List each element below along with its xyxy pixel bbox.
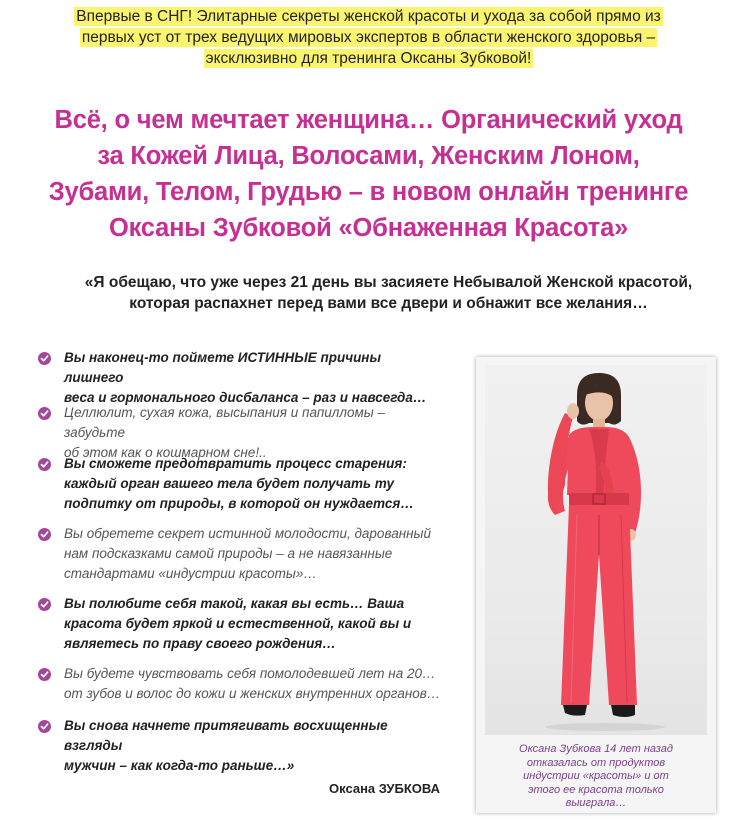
check-circle-icon (38, 598, 51, 611)
headline-line-4: Оксаны Зубковой «Обнаженная Красота» (108, 214, 629, 242)
headline-line-2: за Кожей Лица, Волосами, Женским Лоном, (97, 142, 640, 170)
check-circle-icon (38, 720, 51, 733)
photo-caption: Оксана Зубкова 14 лет назад отказалась от продуктов индустрии «красоты» и от этого ее красота только выиграла… (519, 743, 673, 809)
check-circle-icon (38, 407, 51, 420)
banner-line-2: первых уст от трех ведущих мировых экспертов в области женского здоровья – (81, 29, 656, 46)
check-circle-icon (38, 668, 51, 681)
benefit-item: Вы полюбите себя такой, какая вы есть… Ваша красота будет яркой и естественной, какой вы и являетесь по праву своего рождения… (38, 594, 443, 654)
benefit-item: Вы обретете секрет истинной молодости, дарованный нам подсказками самой природы – а не навязанные стандартами «индустрии красоты»… (38, 524, 443, 584)
author-signature: Оксана ЗУБКОВА (329, 781, 441, 796)
benefit-item: Вы будете чувствовать себя помолодевшей лет на 20… от зубов и волос до кожи и женских внутренних органов… (38, 664, 443, 704)
promise-quote (20, 272, 737, 314)
benefit-item: Вы сможете предотвратить процесс старения: каждый орган вашего тела будет получать ту подпитку от природы, в которой он нуждается… (38, 454, 443, 514)
author-photo (485, 365, 707, 735)
benefit-item: Вы наконец-то поймете ИСТИННЫЕ причины лишнего веса и гормонального дисбаланса – раз и навсегда… (38, 348, 443, 408)
woman-in-red-suit-illustration (485, 365, 707, 735)
headline-line-3: Зубами, Телом, Грудью – в новом онлайн тренинге (48, 178, 689, 206)
benefit-item: Вы снова начнете притягивать восхищенные взгляды мужчин – как когда-то раньше…» (38, 716, 443, 776)
check-circle-icon (38, 458, 51, 471)
banner-line-3: эксклюзивно для тренинга Оксаны Зубковой! (205, 50, 532, 67)
check-circle-icon (38, 352, 51, 365)
promo-banner (0, 6, 737, 69)
headline-line-1: Всё, о чем мечтает женщина… Органический уход (54, 106, 683, 134)
banner-line-1: Впервые в СНГ! Элитарные секреты женской красоты и ухода за собой прямо из (76, 8, 661, 25)
author-photo-card (476, 357, 716, 813)
page-headline (0, 102, 737, 246)
benefit-item: Целлюлит, сухая кожа, высыпания и папилломы – забудьте об этом как о кошмарном сне!.. (38, 403, 443, 463)
check-circle-icon (38, 528, 51, 541)
quote-line-1: «Я обещаю, что уже через 21 день вы засияете Небывалой Женской красотой, (84, 274, 693, 291)
quote-line-2: которая распахнет перед вами все двери и обнажит все желания… (129, 295, 648, 312)
